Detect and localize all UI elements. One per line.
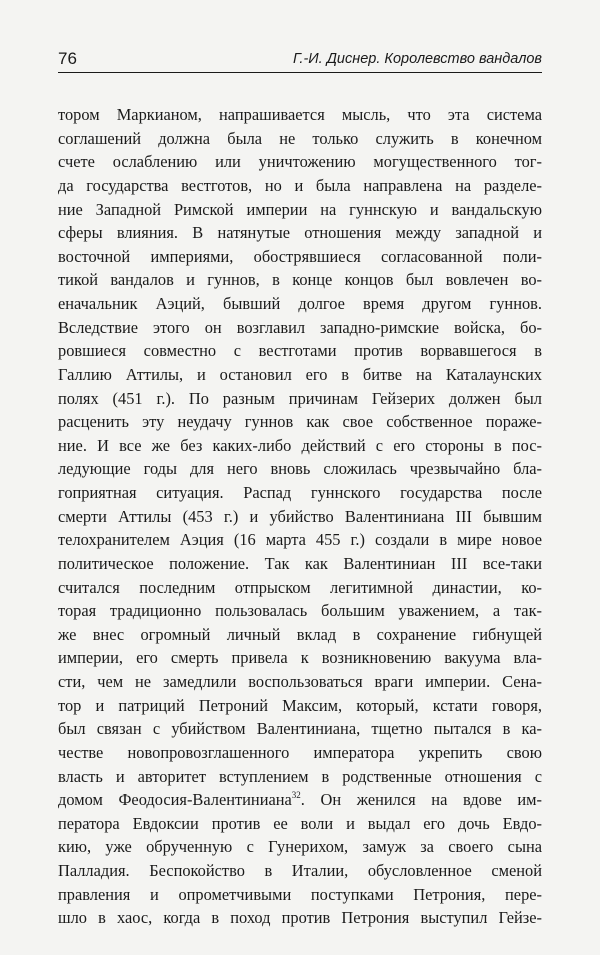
text-line: власть и авторитет вступлением в родственные отношения с: [58, 766, 542, 786]
page-header: [58, 46, 542, 74]
text-line: счете ослаблению или уничтожению могущественного тог-: [58, 152, 542, 172]
text-line: тор и патриций Петроний Максим, который, кстати говоря,: [58, 695, 542, 715]
text-line: торая традиционно пользовалась большим уважением, а так-: [58, 601, 542, 621]
text-line: ние Западной Римской империи на гуннскую и вандальскую: [58, 199, 542, 219]
text-line: кию, уже обрученную с Гунерихом, замуж за своего сына: [58, 837, 542, 857]
body-text: [58, 103, 542, 930]
text-line: расценить эту неудачу гуннов как свое собственное пораже-: [58, 412, 542, 432]
text-line: империи, его смерть привела к возникновению вакуума вла-: [58, 648, 542, 668]
footnote-context-after: . Он женился на вдове им-: [300, 790, 542, 810]
text-line: честве новопровозглашенного императора укрепить свою: [58, 742, 542, 762]
text-line: ледующие годы для него вновь сложилась чрезвычайно бла-: [58, 459, 542, 479]
text-line: гоприятная ситуация. Распад гуннского государства после: [58, 483, 542, 502]
text-line: был связан с убийством Валентиниана, тщетно пытался в ка-: [58, 719, 542, 739]
text-line: да государства вестготов, но и была направлена на разделе-: [58, 175, 542, 195]
text-line: же внес огромный личный вклад в сохранение гибнущей: [58, 624, 542, 644]
text-line: тикой вандалов и гуннов, в конце концов был вовлечен во-: [58, 270, 542, 290]
text-line: ровшиеся совместно с вестготами против ворвавшегося в: [58, 341, 542, 361]
text-line: ние. И все же без каких-либо действий с его стороны в пос-: [58, 435, 542, 455]
text-line: сферы влияния. В натянутые отношения между западной и: [58, 223, 542, 243]
text-line: Галлию Аттилы, и остановил его в битве на Каталаунских: [58, 364, 542, 384]
page-number: 76: [58, 49, 77, 68]
text-line: еначальник Аэций, бывший долгое время другом гуннов.: [58, 294, 542, 313]
text-line: ператора Евдоксии против ее воли и выдал его дочь Евдо-: [58, 813, 542, 833]
text-line: политическое положение. Так как Валентиниан III все-таки: [58, 553, 542, 573]
text-line: считался последним отпрыском легитимной династии, ко-: [58, 577, 542, 597]
text-line: Вследствие этого он возглавил западно-римские войска, бо-: [58, 317, 542, 337]
text-line: правления и опрометчивыми поступками Петрония, пере-: [58, 884, 542, 904]
text-line: тором Маркианом, напрашивается мысль, что эта система: [58, 105, 542, 124]
text-line: восточной империями, обострявшиеся согласованной поли-: [58, 246, 542, 266]
running-title: Г.-И. Диснер. Королевство вандалов: [292, 51, 542, 67]
text-line: соглашений должна была не только служить в конечном: [58, 128, 542, 148]
text-line-with-footnote: [58, 788, 542, 812]
text-line: Палладия. Беспокойство в Италии, обусловленное сменой: [58, 861, 542, 880]
footnote-context-before: домом Феодосия-Валентиниана: [58, 790, 292, 810]
text-line: смерти Аттилы (453 г.) и убийство Валентиниана III бывшим: [58, 506, 542, 526]
text-line: шло в хаос, когда в поход против Петрония выступил Гейзе-: [58, 908, 542, 928]
footnote-reference: 32: [291, 790, 301, 801]
text-line: полях (451 г.). По разным причинам Гейзерих должен был: [58, 388, 542, 408]
header-rule: [58, 72, 542, 73]
text-line: сти, чем не замедлили воспользоваться враги империи. Сена-: [58, 672, 542, 691]
text-line: телохранителем Аэция (16 марта 455 г.) создали в мире новое: [58, 530, 542, 550]
